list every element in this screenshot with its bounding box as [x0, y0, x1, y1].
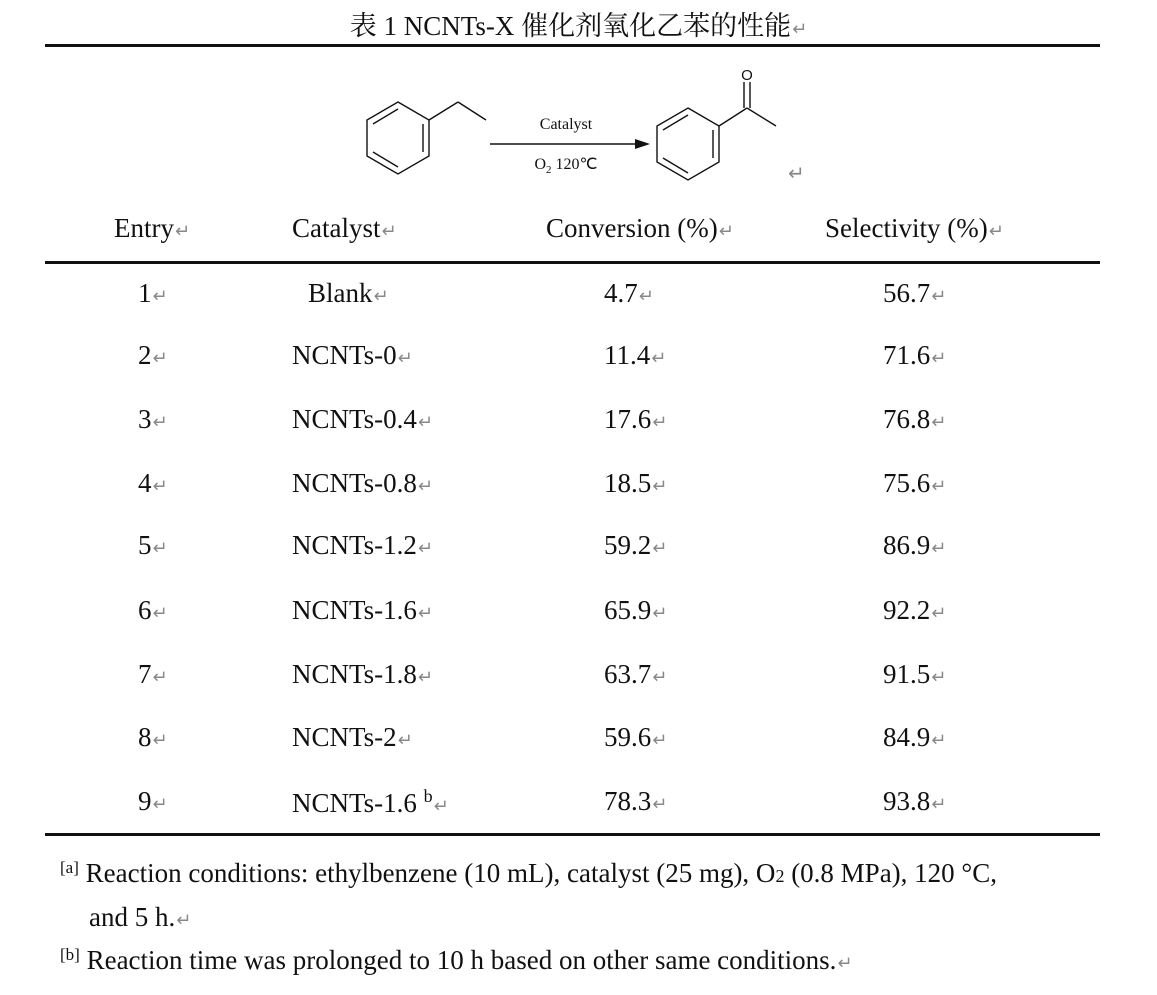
- footnote-a-continued: and 5 h.↵: [89, 902, 192, 932]
- cell-selectivity: 93.8↵: [883, 786, 947, 816]
- conditions-label: $O_2$ 120℃: [534, 156, 598, 176]
- cell-selectivity: 84.9↵: [883, 722, 947, 752]
- cell-conversion: 18.5↵: [604, 468, 668, 498]
- table-title: 表 1 NCNTs-X 催化剂氧化乙苯的性能↵: [349, 11, 808, 41]
- cell-entry: 9↵: [138, 786, 168, 816]
- cell-conversion: 59.2↵: [604, 530, 668, 560]
- ethylbenzene-structure: [367, 102, 486, 174]
- header-rule: [45, 261, 1100, 264]
- cell-conversion: 11.4↵: [604, 340, 667, 370]
- cell-entry: 7↵: [138, 659, 168, 689]
- cell-conversion: 78.3↵: [604, 786, 668, 816]
- table-row: [0, 340, 1157, 380]
- cell-selectivity: 56.7↵: [883, 278, 947, 308]
- cell-selectivity: 75.6↵: [883, 468, 947, 498]
- cell-entry: 3↵: [138, 404, 168, 434]
- cell-entry: 8↵: [138, 722, 168, 752]
- cell-entry: 2↵: [138, 340, 168, 370]
- cell-selectivity: 92.2↵: [883, 595, 947, 625]
- reaction-scheme: [355, 62, 815, 197]
- table-row: [0, 278, 1157, 318]
- cell-catalyst: NCNTs-0.8↵: [292, 468, 433, 498]
- header-selectivity: Selectivity (%)↵: [825, 213, 1004, 243]
- top-rule: [45, 44, 1100, 47]
- footnote-a: [a] Reaction conditions: ethylbenzene (10 mL), catalyst (25 mg), O2 (0.8 MPa), 120 °C,: [60, 858, 997, 888]
- cell-catalyst: Blank↵: [308, 278, 389, 308]
- return-mark: ↵: [792, 19, 808, 40]
- cell-catalyst: NCNTs-1.6 $^b$↵: [292, 786, 449, 818]
- table-row: [0, 468, 1157, 508]
- table-row: [0, 786, 1157, 826]
- table-row: [0, 595, 1157, 635]
- cell-catalyst: NCNTs-1.6↵: [292, 595, 433, 625]
- footnote-b: [b] Reaction time was prolonged to 10 h based on other same conditions.↵: [60, 945, 853, 975]
- arrow-head-icon: [635, 139, 650, 149]
- reagent-label: Catalyst: [539, 116, 593, 133]
- cell-catalyst: NCNTs-1.2↵: [292, 530, 433, 560]
- cell-catalyst: NCNTs-0.4↵: [292, 404, 433, 434]
- cell-entry: 1↵: [138, 278, 168, 308]
- table-row: [0, 659, 1157, 699]
- cell-selectivity: 76.8↵: [883, 404, 947, 434]
- acetophenone-structure: [657, 82, 776, 180]
- cell-entry: 5↵: [138, 530, 168, 560]
- header-entry: Entry↵: [114, 213, 191, 243]
- table-row: [0, 530, 1157, 570]
- table-row: [0, 404, 1157, 444]
- cell-conversion: 59.6↵: [604, 722, 668, 752]
- footnote-marker: b: [423, 786, 433, 806]
- cell-catalyst: NCNTs-1.8↵: [292, 659, 433, 689]
- header-catalyst: Catalyst↵: [292, 213, 397, 243]
- cell-conversion: 17.6↵: [604, 404, 668, 434]
- table-row: [0, 722, 1157, 762]
- cell-selectivity: 86.9↵: [883, 530, 947, 560]
- cell-selectivity: 91.5↵: [883, 659, 947, 689]
- cell-conversion: 65.9↵: [604, 595, 668, 625]
- cell-entry: 6↵: [138, 595, 168, 625]
- header-conversion: Conversion (%)↵: [546, 213, 734, 243]
- cell-conversion: 63.7↵: [604, 659, 668, 689]
- cell-catalyst: NCNTs-0↵: [292, 340, 413, 370]
- bottom-rule: [45, 833, 1100, 836]
- cell-selectivity: 71.6↵: [883, 340, 947, 370]
- oxygen-atom-label: O: [741, 67, 753, 84]
- cell-entry: 4↵: [138, 468, 168, 498]
- cell-catalyst: NCNTs-2↵: [292, 722, 413, 752]
- cell-conversion: 4.7↵: [604, 278, 654, 308]
- return-mark: ↵: [788, 161, 805, 185]
